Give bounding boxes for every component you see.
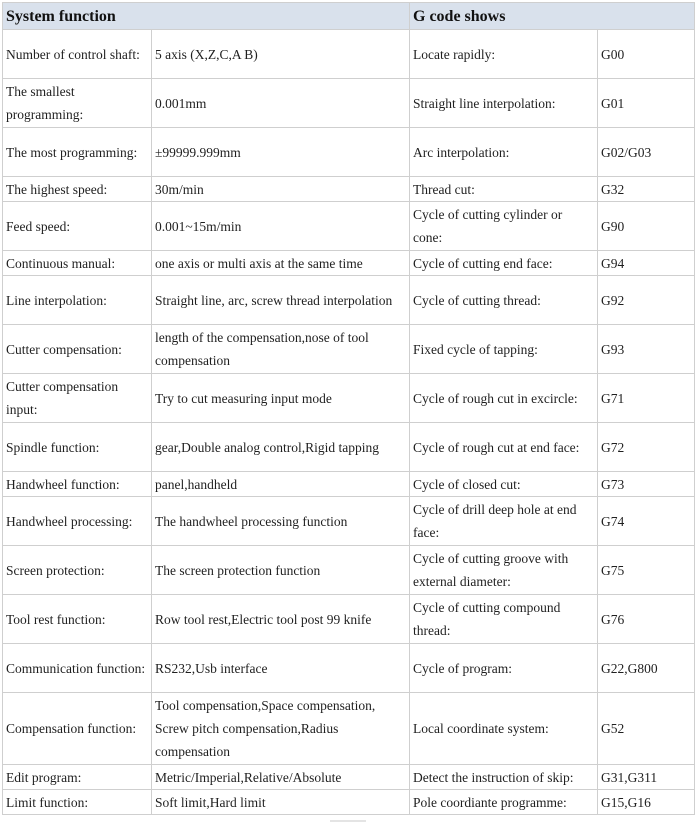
gcode-description-cell: Straight line interpolation: (410, 79, 598, 128)
gcode-code-cell: G73 (598, 472, 695, 497)
function-value-cell: Try to cut measuring input mode (152, 374, 410, 423)
gcode-description-cell: Pole coordiante programme: (410, 790, 598, 815)
table-row (3, 644, 695, 693)
gcode-code-cell: G74 (598, 497, 695, 546)
gcode-description-cell: Cycle of cutting cylinder or cone: (410, 202, 598, 251)
function-value-cell: gear,Double analog control,Rigid tapping (152, 423, 410, 472)
gcode-code-cell: G22,G800 (598, 644, 695, 693)
function-value-cell: Straight line, arc, screw thread interpolation (152, 276, 410, 325)
gcode-description-cell: Fixed cycle of tapping: (410, 325, 598, 374)
function-value-cell: 5 axis (X,Z,C,A B) (152, 30, 410, 79)
gcode-code-cell: G93 (598, 325, 695, 374)
function-value-cell: The screen protection function (152, 546, 410, 595)
gcode-description-cell: Arc interpolation: (410, 128, 598, 177)
table-row (3, 497, 695, 546)
gcode-description-cell: Local coordinate system: (410, 693, 598, 765)
gcode-code-cell: G90 (598, 202, 695, 251)
function-name-cell: The smallest programming: (3, 79, 152, 128)
table-row (3, 423, 695, 472)
table-row (3, 693, 695, 765)
spec-table (2, 2, 695, 815)
gcode-code-cell: G32 (598, 177, 695, 202)
function-name-cell: The highest speed: (3, 177, 152, 202)
function-value-cell: Row tool rest,Electric tool post 99 knife (152, 595, 410, 644)
gcode-code-cell: G52 (598, 693, 695, 765)
function-name-cell: Cutter compensation input: (3, 374, 152, 423)
gcode-code-cell: G71 (598, 374, 695, 423)
gcode-description-cell: Cycle of drill deep hole at end face: (410, 497, 598, 546)
gcode-description-cell: Detect the instruction of skip: (410, 765, 598, 790)
function-name-cell: Compensation function: (3, 693, 152, 765)
gcode-description-cell: Cycle of cutting groove with external diameter: (410, 546, 598, 595)
gcode-code-cell: G76 (598, 595, 695, 644)
gcode-code-cell: G72 (598, 423, 695, 472)
gcode-code-cell: G01 (598, 79, 695, 128)
gcode-description-cell: Cycle of cutting end face: (410, 251, 598, 276)
gcode-description-cell: Cycle of cutting compound thread: (410, 595, 598, 644)
table-row (3, 79, 695, 128)
function-value-cell: RS232,Usb interface (152, 644, 410, 693)
gcode-code-cell: G15,G16 (598, 790, 695, 815)
function-name-cell: The most programming: (3, 128, 152, 177)
table-row (3, 128, 695, 177)
function-value-cell: panel,handheld (152, 472, 410, 497)
function-name-cell: Screen protection: (3, 546, 152, 595)
function-name-cell: Tool rest function: (3, 595, 152, 644)
function-value-cell: The handwheel processing function (152, 497, 410, 546)
gcode-description-cell: Cycle of closed cut: (410, 472, 598, 497)
function-value-cell: Metric/Imperial,Relative/Absolute (152, 765, 410, 790)
header-row (3, 3, 695, 30)
function-name-cell: Line interpolation: (3, 276, 152, 325)
table-row (3, 472, 695, 497)
function-name-cell: Communication function: (3, 644, 152, 693)
gcode-code-cell: G75 (598, 546, 695, 595)
table-row (3, 765, 695, 790)
function-value-cell: Tool compensation,Space compensation, Screw pitch compensation,Radius compensation (152, 693, 410, 765)
function-value-cell: 0.001~15m/min (152, 202, 410, 251)
function-name-cell: Limit function: (3, 790, 152, 815)
table-row (3, 546, 695, 595)
gcode-code-cell: G92 (598, 276, 695, 325)
function-value-cell: length of the compensation,nose of tool compensation (152, 325, 410, 374)
table-row (3, 251, 695, 276)
gcode-description-cell: Cycle of rough cut in excircle: (410, 374, 598, 423)
function-value-cell: 30m/min (152, 177, 410, 202)
gcode-code-cell: G31,G311 (598, 765, 695, 790)
function-value-cell: Soft limit,Hard limit (152, 790, 410, 815)
table-row (3, 595, 695, 644)
function-value-cell: ±99999.999mm (152, 128, 410, 177)
table-row (3, 276, 695, 325)
table-row (3, 177, 695, 202)
bottom-divider (330, 820, 366, 822)
function-value-cell: one axis or multi axis at the same time (152, 251, 410, 276)
function-name-cell: Handwheel function: (3, 472, 152, 497)
table-row (3, 30, 695, 79)
table-row (3, 325, 695, 374)
gcode-description-cell: Cycle of program: (410, 644, 598, 693)
function-name-cell: Continuous manual: (3, 251, 152, 276)
function-name-cell: Feed speed: (3, 202, 152, 251)
gcode-description-cell: Cycle of rough cut at end face: (410, 423, 598, 472)
gcode-code-cell: G94 (598, 251, 695, 276)
header-g-code: G code shows (410, 3, 695, 30)
table-row (3, 374, 695, 423)
function-name-cell: Number of control shaft: (3, 30, 152, 79)
function-name-cell: Edit program: (3, 765, 152, 790)
function-name-cell: Spindle function: (3, 423, 152, 472)
gcode-description-cell: Cycle of cutting thread: (410, 276, 598, 325)
gcode-code-cell: G00 (598, 30, 695, 79)
function-name-cell: Cutter compensation: (3, 325, 152, 374)
header-system-function: System function (3, 3, 410, 30)
gcode-description-cell: Thread cut: (410, 177, 598, 202)
function-name-cell: Handwheel processing: (3, 497, 152, 546)
function-value-cell: 0.001mm (152, 79, 410, 128)
gcode-code-cell: G02/G03 (598, 128, 695, 177)
gcode-description-cell: Locate rapidly: (410, 30, 598, 79)
table-row (3, 202, 695, 251)
table-row (3, 790, 695, 815)
